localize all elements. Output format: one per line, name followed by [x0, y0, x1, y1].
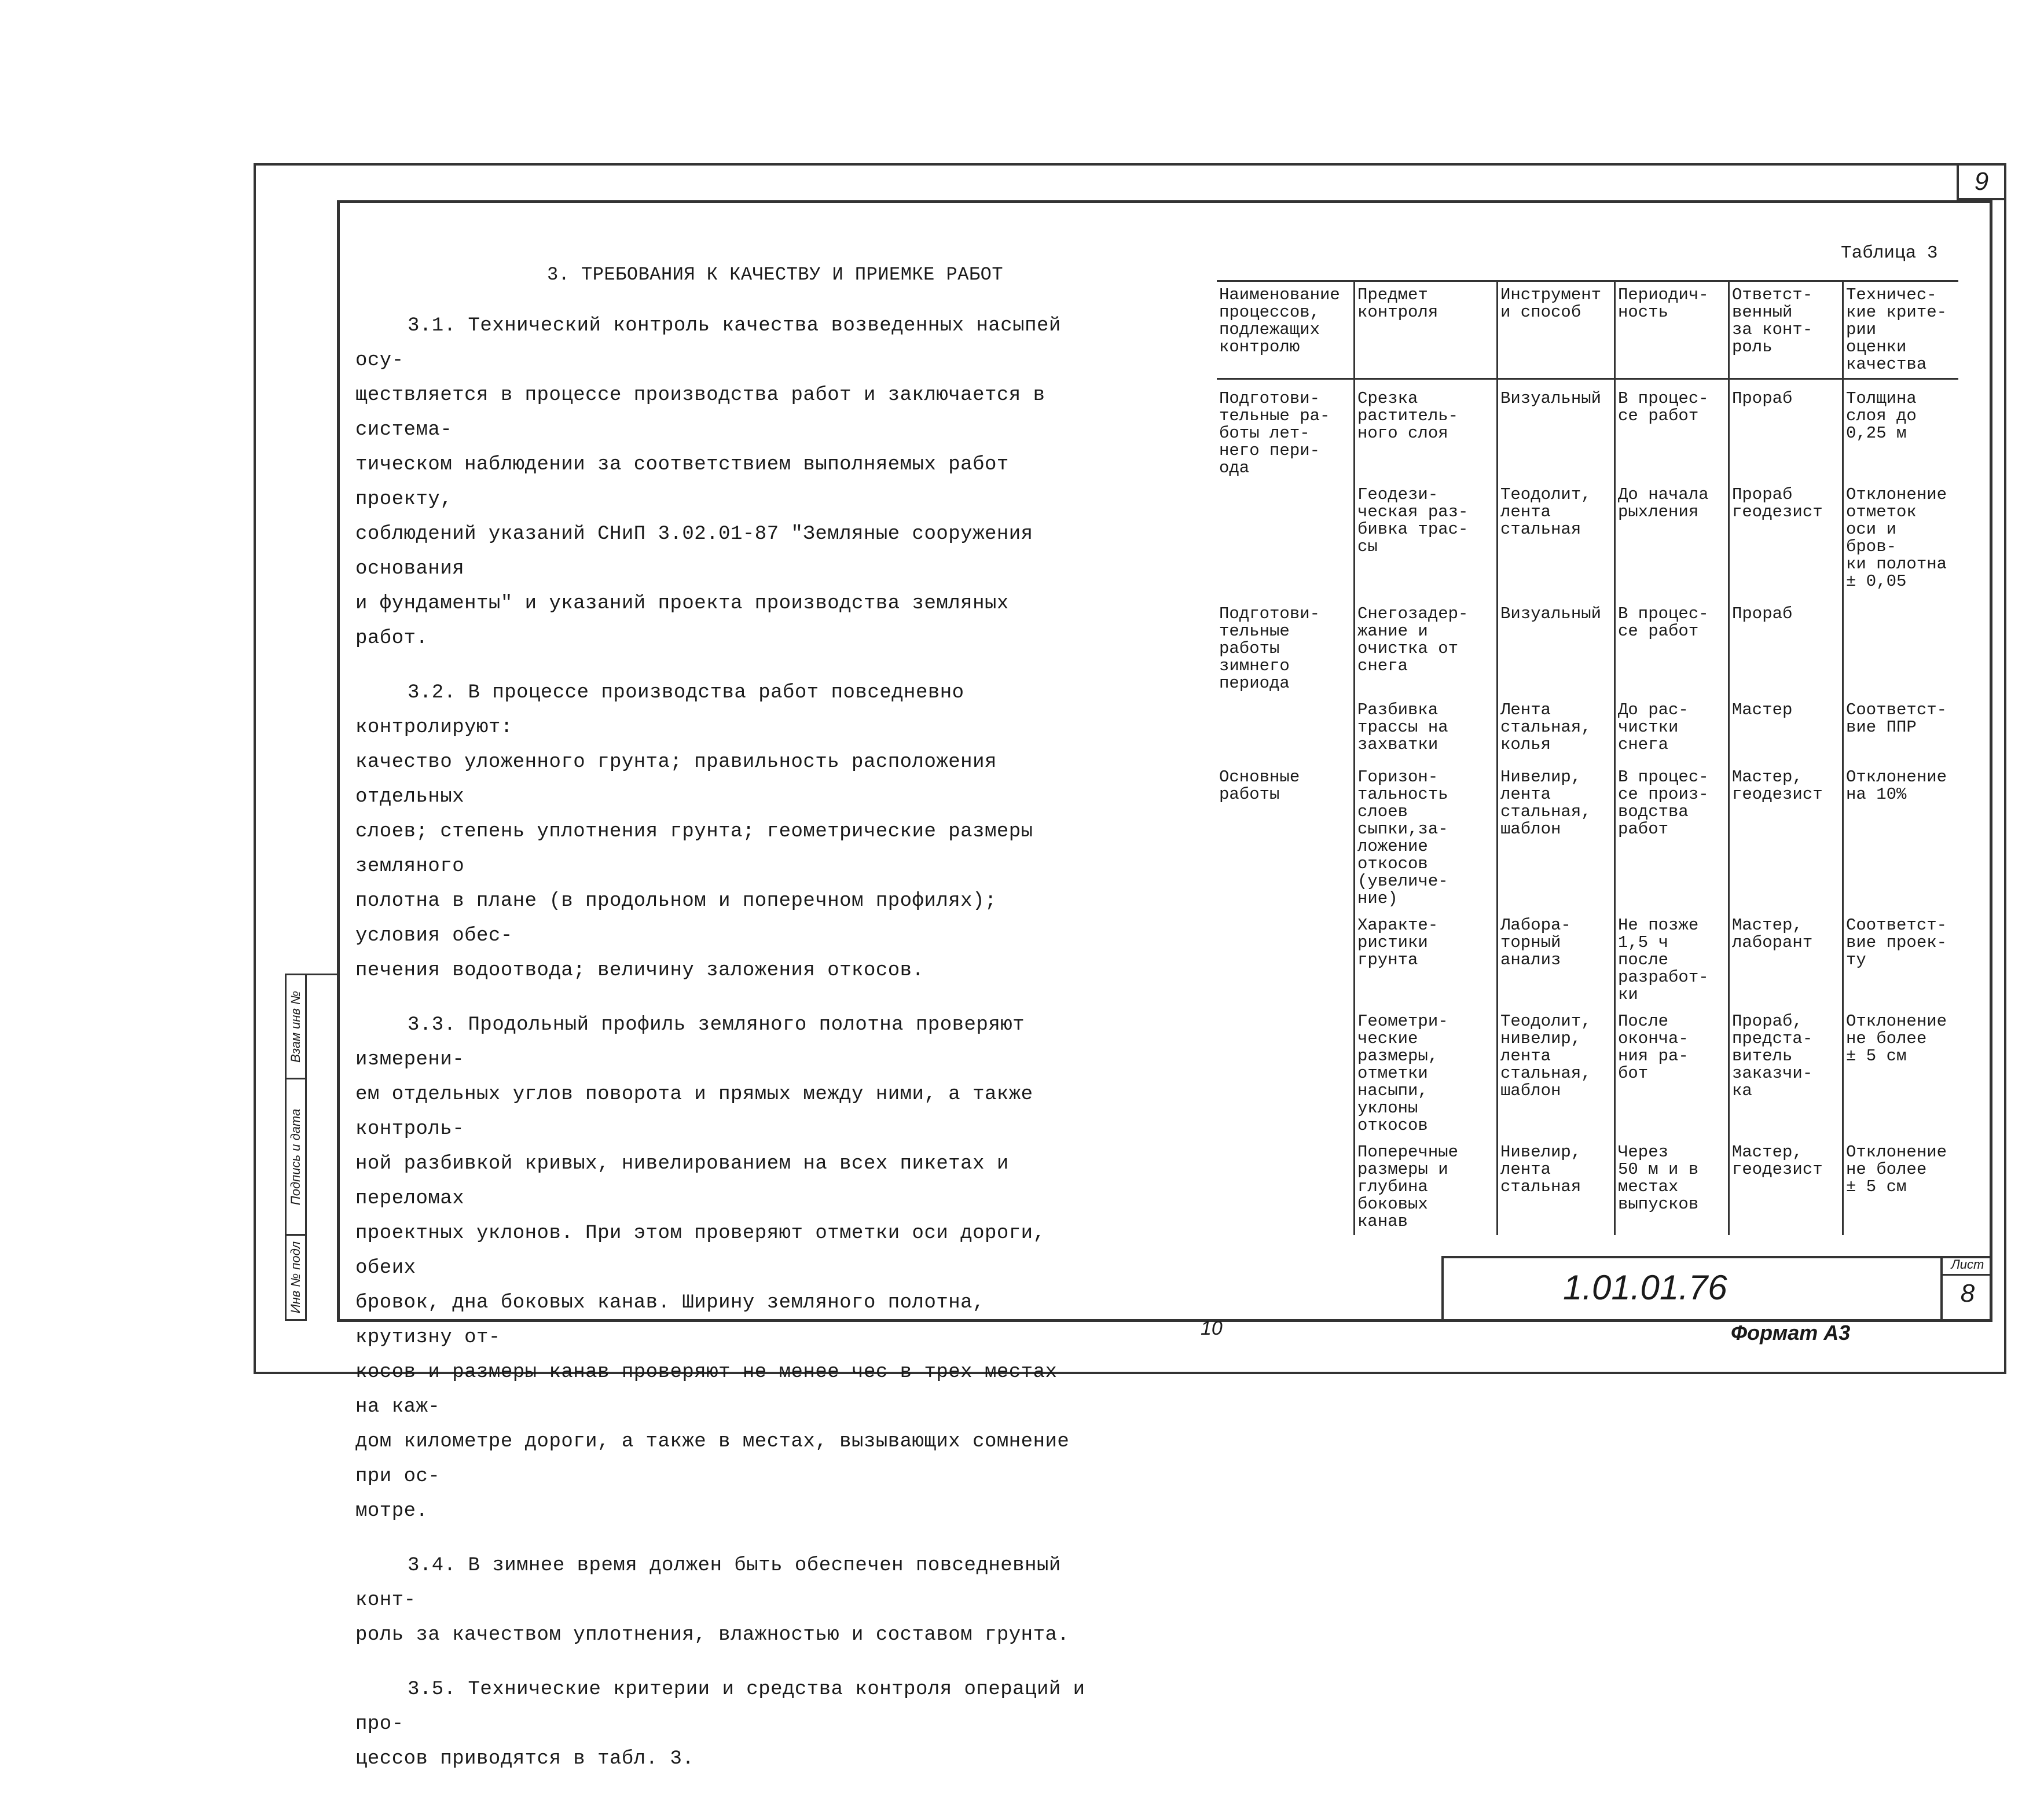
cell-criteria: Отклонение не более ± 5 см: [1846, 1012, 1947, 1066]
table-caption: Таблица 3: [1841, 243, 1938, 263]
cell-periodicity: В процес- се произ- водства работ: [1615, 758, 1729, 912]
page-number-top: 9: [1957, 163, 2006, 200]
paragraph-line: роль за качеством уплотнения, влажностью и составом грунта.: [355, 1624, 1070, 1646]
quality-control-table: [1217, 280, 1958, 1235]
table-row: [1217, 912, 1958, 1008]
cell-process: Подготови- тельные ра- боты лет- него пери- ода: [1217, 379, 1355, 482]
cell-subject: Поперечные размеры и глубина боковых канав: [1355, 1139, 1498, 1235]
cell-responsible: Мастер, лаборант: [1729, 912, 1843, 1008]
cell-criteria: Соответст- вие ППР: [1846, 700, 1947, 737]
paragraph-line: и фундаменты" и указаний проекта производства земляных работ.: [355, 593, 1009, 649]
cell-subject: Снегозадер- жание и очистка от снега: [1355, 595, 1498, 697]
cell-instrument: Визуальный: [1498, 595, 1615, 697]
cell-process: [1217, 697, 1355, 758]
cell-instrument: Визуальный: [1498, 379, 1615, 482]
stamp-strip: [285, 974, 307, 1321]
cell-instrument: Нивелир, лента стальная, шаблон: [1498, 758, 1615, 912]
cell-criteria: Отклонение не более ± 5 см: [1846, 1143, 1947, 1196]
cell-criteria: [1843, 595, 1959, 697]
paragraph-line: тическом наблюдении за соответствием выполняемых работ проекту,: [355, 454, 1009, 510]
cell-instrument: Теодолит, нивелир, лента стальная, шаблон: [1498, 1008, 1615, 1139]
table-header-row: [1217, 281, 1958, 379]
cell-periodicity: Не позже 1,5 ч после разработ- ки: [1615, 912, 1729, 1008]
paragraph-line: 3.3. Продольный профиль земляного полотна проверяют измерени-: [355, 1014, 1025, 1071]
cell-process: [1217, 1008, 1355, 1139]
cell-subject: Геодези- ческая раз- бивка трас- сы: [1355, 482, 1498, 595]
cell-instrument: Нивелир, лента стальная: [1498, 1139, 1615, 1235]
stamp-label-signature: Подпись и дата: [288, 1108, 303, 1205]
paragraph-line: проектных уклонов. При этом проверяют отметки оси дороги, обеих: [355, 1222, 1045, 1279]
cell-instrument: Теодолит, лента стальная: [1498, 482, 1615, 595]
cell-criteria: Отклонение отметок оси и бров- ки полотна ± 0,05: [1846, 485, 1947, 591]
cell-criteria: Толщина слоя до 0,25 м: [1846, 389, 1917, 443]
cell-periodicity: В процес- се работ: [1615, 595, 1729, 697]
cell-responsible: Прораб: [1729, 379, 1843, 482]
paragraph-line: слоев; степень уплотнения грунта; геометрические размеры земляного: [355, 821, 1033, 877]
cell-subject: Характе- ристики грунта: [1355, 912, 1498, 1008]
table-row: [1217, 697, 1958, 758]
cell-subject: Геометри- ческие размеры, отметки насыпи, уклоны откосов: [1355, 1008, 1498, 1139]
paragraph-line: 3.4. В зимнее время должен быть обеспечен повседневный конт-: [355, 1555, 1061, 1611]
cell-criteria: Отклонение на 10%: [1846, 767, 1947, 804]
paragraph: [355, 1008, 1091, 1529]
header-periodicity: Периодич- ность: [1615, 281, 1729, 379]
table-row: [1217, 1008, 1958, 1139]
stamp-cell-replace: [287, 975, 305, 1079]
cell-responsible: Мастер: [1729, 697, 1843, 758]
paragraph: [355, 308, 1091, 656]
cell-criteria: Соответст- вие проек- ту: [1846, 916, 1947, 969]
paragraph-line: полотна в плане (в продольном и поперечном профилях); условия обес-: [355, 890, 997, 947]
cell-process: [1217, 1139, 1355, 1235]
paragraph-line: ной разбивкой кривых, нивелированием на всех пикетах и переломах: [355, 1153, 1009, 1210]
cell-subject: Горизон- тальность слоев сыпки,за- ложение откосов (увеличе- ние): [1355, 758, 1498, 912]
cell-responsible: Прораб, предста- витель заказчи- ка: [1729, 1008, 1843, 1139]
paragraph-line: косов и размеры канав проверяют не менее чес в трех местах на каж-: [355, 1361, 1058, 1418]
document-designation: 1.01.01.76: [1563, 1268, 1727, 1307]
cell-process: [1217, 482, 1355, 595]
cell-periodicity: До начала рыхления: [1615, 482, 1729, 595]
cell-process: [1217, 912, 1355, 1008]
cell-responsible: Прораб: [1729, 595, 1843, 697]
cell-subject: Срезка раститель- ного слоя: [1355, 379, 1498, 482]
paragraph-line: 3.2. В процессе производства работ повседневно контролируют:: [355, 682, 964, 739]
paragraph-line: ем отдельных углов поворота и прямых между ними, а также контроль-: [355, 1084, 1033, 1140]
sheet-box: [1940, 1256, 1992, 1322]
cell-periodicity: После оконча- ния ра- бот: [1615, 1008, 1729, 1139]
cell-instrument: Лабора- торный анализ: [1498, 912, 1615, 1008]
cell-responsible: Мастер, геодезист: [1729, 1139, 1843, 1235]
paragraph: [355, 1548, 1091, 1652]
cell-instrument: Лента стальная, колья: [1498, 697, 1615, 758]
paragraph-line: ществляется в процессе производства работ и заключается в система-: [355, 384, 1045, 441]
cell-periodicity: Через 50 м и в местах выпусков: [1615, 1139, 1729, 1235]
cell-process: Подготови- тельные работы зимнего периода: [1217, 595, 1355, 697]
header-responsible: Ответст- венный за конт- роль: [1729, 281, 1843, 379]
paragraph-line: 3.1. Технический контроль качества возведенных насыпей осу-: [355, 315, 1061, 372]
stamp-label-replace: Взам инв №: [288, 990, 303, 1063]
section-body: [355, 264, 1091, 1796]
table-row: [1217, 595, 1958, 697]
table-row: [1217, 482, 1958, 595]
table-row: [1217, 379, 1958, 482]
paragraph-line: цессов приводятся в табл. 3.: [355, 1748, 695, 1770]
section-title: 3. ТРЕБОВАНИЯ К КАЧЕСТВУ И ПРИЕМКЕ РАБОТ: [546, 264, 1004, 285]
table-row: [1217, 758, 1958, 912]
paragraph-line: печения водоотвода; величину заложения откосов.: [355, 960, 924, 982]
cell-periodicity: В процес- се работ: [1615, 379, 1729, 482]
paragraph: [355, 675, 1091, 988]
cell-subject: Разбивка трассы на захватки: [1355, 697, 1498, 758]
header-process: Наименование процессов, подлежащих контролю: [1217, 281, 1355, 379]
header-criteria: Техничес- кие крите- рии оценки качества: [1843, 281, 1959, 379]
sheet-label: Лист: [1943, 1256, 1992, 1276]
paragraph-list: [355, 308, 1091, 1776]
paragraph-line: дом километре дороги, а также в местах, вызывающих сомнение при ос-: [355, 1431, 1070, 1488]
paragraph-line: качество уложенного грунта; правильность расположения отдельных: [355, 751, 997, 808]
format-label: Формат А3: [1731, 1321, 1851, 1345]
paragraph-line: 3.5. Технические критерии и средства контроля операций и про-: [355, 1679, 1085, 1735]
table-row: [1217, 1139, 1958, 1235]
cell-periodicity: До рас- чистки снега: [1615, 697, 1729, 758]
paragraph: [355, 1672, 1091, 1776]
stamp-column: [307, 974, 337, 1321]
table-body: [1217, 379, 1958, 1236]
header-instrument: Инструмент и способ: [1498, 281, 1615, 379]
footer-page-number: 10: [1201, 1317, 1223, 1339]
paragraph-line: мотре.: [355, 1500, 428, 1522]
stamp-cell-signature: [287, 1079, 305, 1236]
sheet-number: 8: [1960, 1279, 1975, 1307]
cell-responsible: Прораб геодезист: [1729, 482, 1843, 595]
cell-process: Основные работы: [1217, 758, 1355, 912]
cell-responsible: Мастер, геодезист: [1729, 758, 1843, 912]
paragraph-line: бровок, дна боковых канав. Ширину земляного полотна, крутизну от-: [355, 1292, 985, 1349]
stamp-label-inventory: Инв № подл: [288, 1241, 303, 1314]
paragraph-line: соблюдений указаний СНиП 3.02.01-87 "Земляные сооружения основания: [355, 523, 1033, 580]
stamp-cell-inventory: [287, 1236, 305, 1319]
header-subject: Предмет контроля: [1355, 281, 1498, 379]
